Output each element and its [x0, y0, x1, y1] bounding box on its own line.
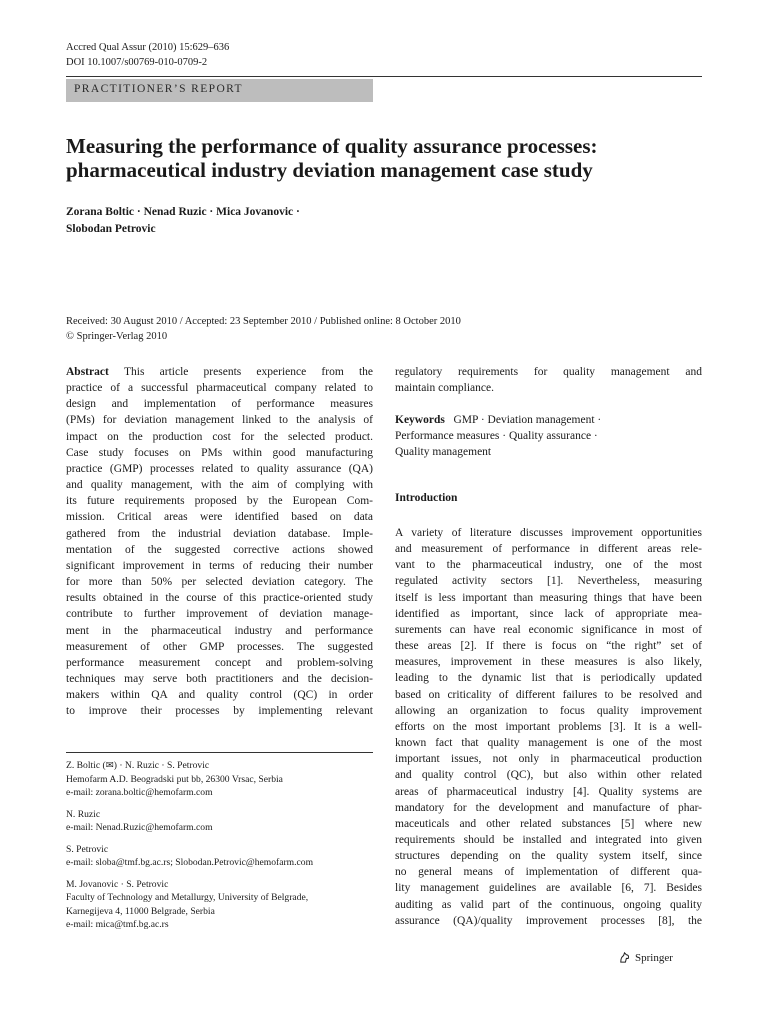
- intro-line: auditing as valid part of the continuous, ongoing quality: [395, 898, 702, 911]
- keywords-line: Performance measures · Quality assurance ·: [395, 430, 598, 443]
- article-type-banner: [66, 79, 373, 102]
- abstract-line: practice (GMP) processes related to quality assurance (QA): [66, 462, 373, 475]
- title-line: Measuring the performance of quality assurance processes:: [66, 134, 598, 158]
- publisher-logo: [618, 951, 673, 964]
- abstract-line: makers within QA and quality control (QC) in order: [66, 689, 373, 702]
- intro-line: leading to the dynamic list that is periodically updated: [395, 672, 702, 685]
- intro-line: itself is less important than measuring things that have been: [395, 591, 702, 604]
- footnote-rule: [66, 752, 373, 753]
- keywords: [395, 412, 702, 461]
- intro-line: surements can have real economic significance in most of: [395, 623, 702, 636]
- title-line: pharmaceutical industry deviation management case study: [66, 158, 593, 182]
- abstract-line: gathered from the industrial deviation database. Imple-: [66, 527, 373, 540]
- intro-line: no general means of implementation of different qua-: [395, 866, 702, 879]
- intro-line: based on criticality of different failures to be resolved and: [395, 688, 702, 701]
- author-affiliations: [66, 759, 386, 940]
- article-title: [66, 134, 706, 182]
- intro-line: known fact that quality management is one of the most: [395, 737, 702, 750]
- intro-line: these areas [2]. If there is focus on “the right” set of: [395, 640, 702, 653]
- abstract-line: practice of a successful pharmaceutical company related to: [66, 382, 373, 395]
- abstract-line: performance measurement concept and problem-solving: [66, 656, 373, 669]
- intro-line: A variety of literature discusses improvement opportunities: [395, 527, 702, 539]
- abstract-line: design and implementation of performance measures: [66, 398, 373, 411]
- introduction-text: [395, 525, 702, 929]
- intro-line: and quality control (QC), but also within other related: [395, 769, 702, 782]
- dates-line: Received: 30 August 2010 / Accepted: 23 September 2010 / Published online: 8 October 2010: [66, 316, 461, 327]
- journal-header: [66, 40, 229, 70]
- abstract-line: mentation of the suggested corrective actions showed: [66, 543, 373, 556]
- abstract-line: contribute to further improvement of deviation manage-: [66, 608, 373, 621]
- keywords-line: Quality management: [395, 446, 492, 459]
- abstract-line: regulatory requirements for quality management and: [395, 366, 702, 378]
- affiliation-line: Hemofarm A.D. Beogradski put bb, 26300 Vrsac, Serbia: [66, 773, 283, 785]
- intro-line: lity management guidelines are available [6, 7]. Besides: [395, 882, 702, 895]
- intro-line: identified as important, since lack of appropriate mea-: [395, 607, 702, 620]
- intro-line: maceuticals and other related substances [5] where new: [395, 817, 702, 830]
- abstract: [66, 364, 373, 719]
- abstract-line: techniques may serve both practitioners and the decision-: [66, 672, 373, 685]
- copyright-line: © Springer-Verlag 2010: [66, 331, 168, 342]
- affiliation-group: [66, 808, 386, 835]
- author-line: Slobodan Petrovic: [66, 223, 156, 235]
- abstract-line: to improve their processes by implementing relevant: [66, 705, 373, 718]
- affiliation-line: M. Jovanovic · S. Petrovic: [66, 878, 169, 890]
- abstract-line: impact on the production cost for the selected product.: [66, 430, 373, 443]
- abstract-line: (PMs) for deviation management linked to the analysis of: [66, 414, 373, 427]
- intro-line: areas of pharmaceutical industry [4]. Quality systems are: [395, 785, 702, 798]
- springer-horse-icon: [618, 951, 631, 964]
- abstract-line: results obtained in the course of this practice-oriented study: [66, 592, 373, 605]
- abstract-line: Abstract This article presents experience from the: [66, 366, 374, 378]
- author-line: Zorana Boltic · Nenad Ruzic · Mica Jovanovic ·: [66, 206, 300, 218]
- abstract-line: for more than 50% per selected deviation category. The: [66, 576, 373, 589]
- publisher-name: Springer: [635, 951, 673, 964]
- keywords-label: Keywords: [395, 414, 445, 426]
- intro-line: and measurement of performance in different areas rele-: [395, 543, 702, 556]
- article-type-label: PRACTITIONER’S REPORT: [74, 83, 243, 95]
- affiliation-line: Z. Boltic (✉) · N. Ruzic · S. Petrovic: [66, 760, 210, 771]
- intro-line: vant to the pharmaceutical industry, one of the most: [395, 559, 702, 572]
- intro-line: efforts on the most important problems [3]. It is a well-: [395, 720, 702, 733]
- affiliation-line: Karnegijeva 4, 11000 Belgrade, Serbia: [66, 905, 215, 917]
- affiliation-email[interactable]: e-mail: mica@tmf.bg.ac.rs: [66, 919, 169, 930]
- affiliation-email[interactable]: e-mail: zorana.boltic@hemofarm.com: [66, 787, 213, 798]
- abstract-continuation: [395, 364, 702, 396]
- journal-citation: Accred Qual Assur (2010) 15:629–636: [66, 42, 230, 53]
- intro-line: mandatory for the development and manufacture of phar-: [395, 801, 702, 814]
- abstract-line: Case study focuses on PMs within good manufacturing: [66, 446, 373, 459]
- publication-dates: [66, 314, 706, 344]
- header-rule: [66, 76, 702, 77]
- intro-line: important issues, not only in pharmaceutical production: [395, 753, 702, 766]
- affiliation-email[interactable]: e-mail: Nenad.Ruzic@hemofarm.com: [66, 822, 213, 833]
- affiliation-group: [66, 878, 386, 932]
- abstract-line: and quality management, with the aim of complying with: [66, 479, 373, 492]
- intro-line: requirements should be installed and integrated into given: [395, 833, 702, 846]
- abstract-line: significant improvement in terms of reducing their number: [66, 559, 373, 572]
- intro-line: regulated activity sectors [1]. Nevertheless, measuring: [395, 575, 702, 588]
- affiliation-email[interactable]: e-mail: sloba@tmf.bg.ac.rs; Slobodan.Petrovic@hemofarm.com: [66, 857, 314, 868]
- affiliation-group: [66, 843, 386, 870]
- abstract-label: Abstract: [66, 366, 109, 378]
- section-heading-introduction: Introduction: [395, 492, 458, 504]
- intro-line: assurance (QA)/quality improvement processes [8], the: [395, 914, 702, 927]
- abstract-line: measurement of other GMP processes. The suggested: [66, 640, 373, 653]
- journal-doi: DOI 10.1007/s00769-010-0709-2: [66, 57, 208, 68]
- affiliation-line: S. Petrovic: [66, 843, 109, 855]
- intro-line: structures depending on the quality system itself, since: [395, 850, 702, 863]
- abstract-line: its future requirements proposed by the European Com-: [66, 495, 373, 508]
- author-list: [66, 204, 466, 238]
- intro-line: allowing an organization to focus quality improvement: [395, 704, 702, 717]
- abstract-line: mission. Critical areas were identified based on data: [66, 511, 373, 524]
- affiliation-group: [66, 759, 386, 800]
- abstract-line: ment in the pharmaceutical industry and performance: [66, 624, 373, 637]
- keywords-line: Keywords GMP · Deviation management ·: [395, 414, 602, 426]
- abstract-line: maintain compliance.: [395, 382, 494, 395]
- affiliation-line: Faculty of Technology and Metallurgy, University of Belgrade,: [66, 892, 309, 903]
- affiliation-line: N. Ruzic: [66, 808, 101, 820]
- intro-line: measures, improvement in these measures is also likely,: [395, 656, 702, 669]
